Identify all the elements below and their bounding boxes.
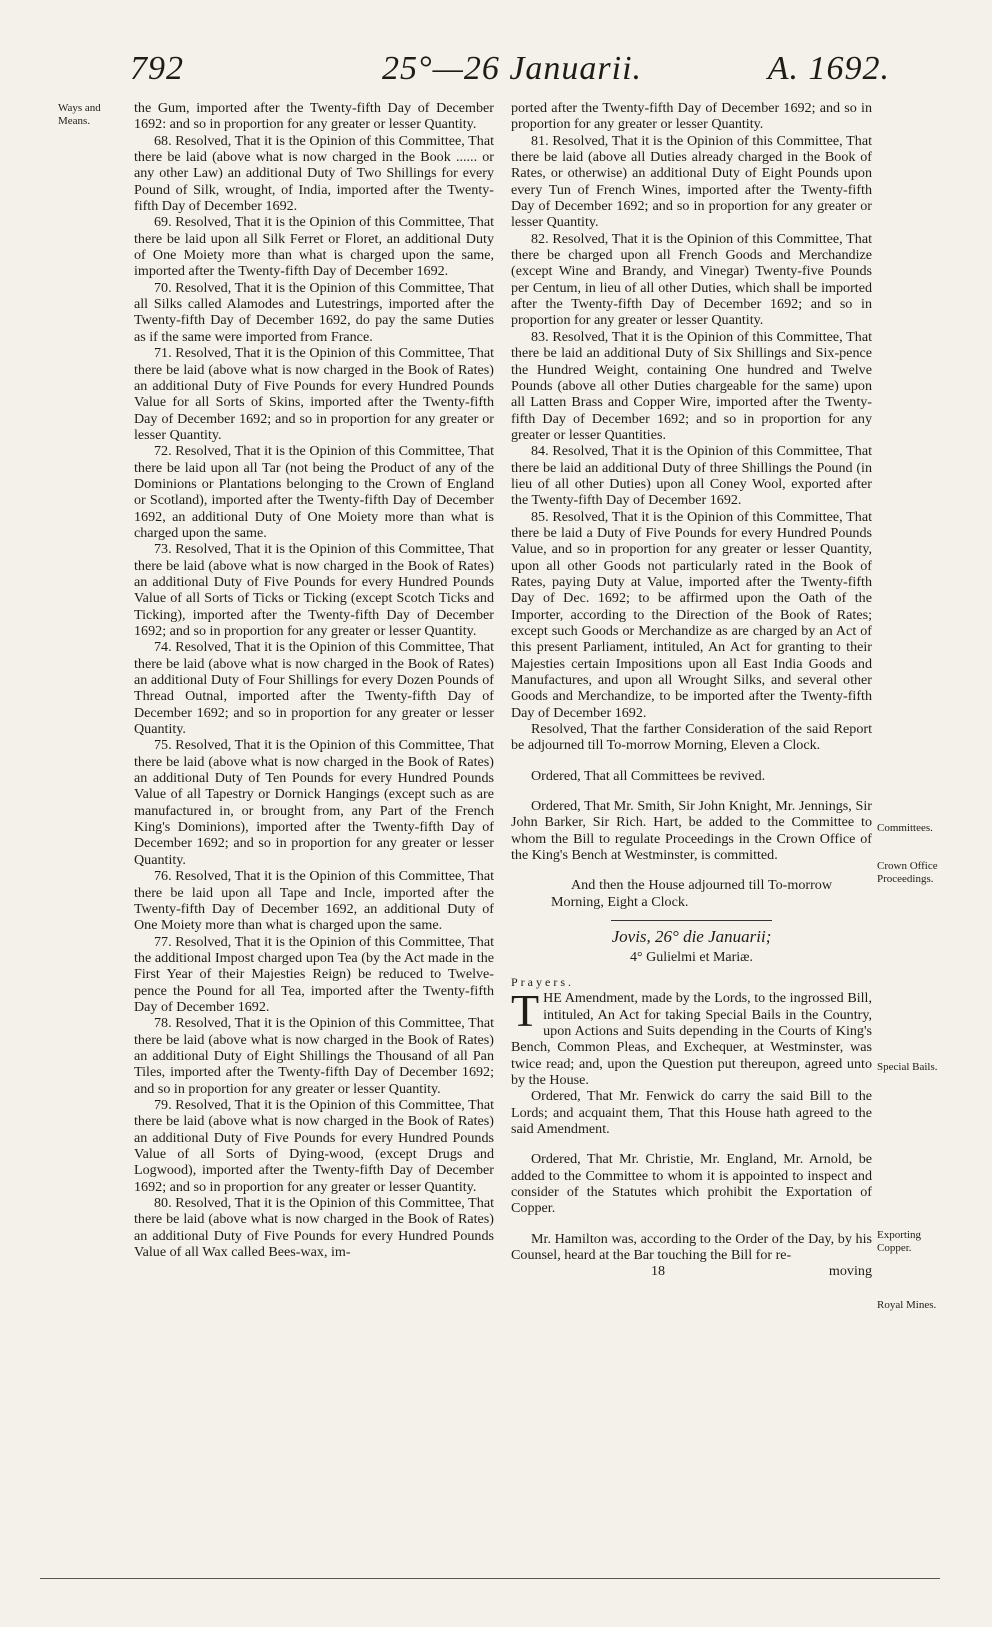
- resolution-69: 69. Resolved, That it is the Opinion of this Committee, That there be laid upon all Silk Ferret or Floret, an additional Duty of One Moiety more than what is charged upon the same, imported after the Twenty-fifth Day of December 1692.: [134, 214, 494, 280]
- paragraph: ported after the Twenty-fifth Day of December 1692; and so in proportion for any greater or lesser Quantity.: [511, 100, 872, 133]
- page-date: 25°—26 Januarii.: [382, 50, 643, 87]
- committees-order: Ordered, That all Committees be revived.: [531, 767, 766, 784]
- left-column: [134, 100, 494, 1260]
- crown-office-order: Ordered, That Mr. Smith, Sir John Knight, Mr. Jennings, Sir John Barker, Sir Rich. Hart, be added to the Committee to whom the Bill to regulate Proceedings in the Crown Office of the King's Bench at Westminster, is committed.: [511, 798, 872, 864]
- page-header: [130, 50, 890, 100]
- resolution-73: 73. Resolved, That it is the Opinion of this Committee, That there be laid (above what is now charged in the Book of Rates) an additional Duty of Five Pounds for every Hundred Pounds Value of all Sorts of Ticks or Ticking (except Scotch Ticks and Ticking), imported after the Twenty-fifth Day of December 1692; and so in proportion for any greater or lesser Quantity.: [134, 541, 494, 639]
- drop-cap: T: [511, 985, 540, 1037]
- resolution-76: 76. Resolved, That it is the Opinion of this Committee, That there be laid upon all Tape and Incle, imported after the Twenty-fifth Day of December 1692, an additional Duty of One Moiety more than what is charged upon the same.: [134, 868, 494, 934]
- resolution-77: 77. Resolved, That it is the Opinion of this Committee, That the additional Impost charged upon Tea (by the Act made in the First Year of their Majesties Reign) be reduced to Twelve-pence the Pound for all Tea, imported after the Twenty-fifth Day of December 1692.: [134, 933, 494, 1015]
- page-footer: [511, 1263, 872, 1280]
- section-divider: [611, 920, 772, 921]
- margin-note-committees: Committees.: [877, 822, 933, 834]
- day-heading: Jovis, 26° die Januarii;: [611, 927, 772, 947]
- resolution-84: 84. Resolved, That it is the Opinion of this Committee, That there be laid an additional Duty of three Shillings the Pound (in lieu of all other Duties) upon all Coney Wool, exported after the Twenty-fifth Day of December 1692.: [511, 443, 872, 509]
- margin-note-royal-mines: Royal Mines.: [877, 1299, 937, 1311]
- paragraph: the Gum, imported after the Twenty-fifth Day of December 1692: and so in proportion for any greater or lesser Quantity.: [134, 100, 494, 133]
- resolution-68: 68. Resolved, That it is the Opinion of this Committee, That there be laid (above what is now charged in the Book ...... or any other Law) an additional Duty of Two Shillings for every Pound of Silk, wrought, of India, imported after the Twenty-fifth Day of December 1692.: [134, 132, 494, 215]
- resolution-79: 79. Resolved, That it is the Opinion of this Committee, That there be laid (above what is now charged in the Book of Rates) an additional Duty of Five Pounds for every Hundred Pounds Value of all Sorts of Dying-wood, (except Drugs and Logwood), imported after the Twenty-fifth Day of December 1692; and so in proportion for any greater or lesser Quantity.: [134, 1096, 494, 1195]
- margin-note-exporting-copper: Exporting Copper.: [877, 1229, 921, 1254]
- resolution-83: 83. Resolved, That it is the Opinion of this Committee, That there be laid an additional Duty of Six Shillings and Six-pence the Hundred Weight, containing One hundred and Twelve Pounds (above all other Duties chargeable for the same) upon all Latten Brass and Copper Wire, imported after the Twenty-fifth Day of December 1692; and so in proportion for any greater or lesser Quantities.: [511, 328, 872, 443]
- resolution-70: 70. Resolved, That it is the Opinion of this Committee, That all Silks called Alamodes and Lutestrings, imported after the Twenty-fifth Day of December 1692, do pay the same Duties as if the same were imported from France.: [134, 279, 494, 345]
- right-column: [511, 100, 872, 1280]
- resolution-81: 81. Resolved, That it is the Opinion of this Committee, That there be laid (above all Duties already charged in the Book of Rates, or otherwise) an additional Duty of Eight Pounds upon every Tun of French Wines, imported after the Twenty-fifth Day of December 1692; and so in proportion for any greater or lesser Quantity.: [511, 132, 872, 231]
- bottom-rule: [40, 1578, 940, 1579]
- resolution-75: 75. Resolved, That it is the Opinion of this Committee, That there be laid (above what is now charged in the Book of Rates) an additional Duty of Ten Pounds for every Hundred Pounds Value of all Tapestry or Dornick Hangings (except such as are manufactured in, or brought from, any Part of the French King's Dominions), imported after the Twenty-fifth Day of December 1692; and so in proportion for any greater or lesser Quantity.: [134, 737, 494, 868]
- hamilton-paragraph: Mr. Hamilton was, according to the Order of the Day, by his Counsel, heard at the Bar touching the Bill for re-: [511, 1230, 872, 1263]
- prayers-heading: Prayers.: [511, 974, 574, 989]
- resolution-80: 80. Resolved, That it is the Opinion of this Committee, That there be laid (above what is now charged in the Book of Rates) an additional Duty of Five Pounds for every Hundred Pounds Value of all Wax called Bees-wax, im-: [134, 1195, 494, 1261]
- special-bails-paragraph: [511, 985, 872, 1088]
- margin-note-ways-and-means: Ways and Means.: [58, 102, 101, 127]
- resolution-72: 72. Resolved, That it is the Opinion of this Committee, That there be laid upon all Tar (not being the Product of any of the Dominions or Plantations belonging to the Crown of England or Scotland), imported after the Twenty-fifth Day of December 1692, an additional Duty of One Moiety more than what is charged upon the same.: [134, 443, 494, 541]
- catchword: moving: [828, 1263, 872, 1280]
- resolution-74: 74. Resolved, That it is the Opinion of this Committee, That there be laid (above what is now charged in the Book of Rates) an additional Duty of Four Shillings for every Dozen Pounds of Thread Outnal, imported after the Twenty-fifth Day of December 1692; and so in proportion for any greater or lesser Quantity.: [134, 639, 494, 738]
- resolution-71: 71. Resolved, That it is the Opinion of this Committee, That there be laid (above what is now charged in the Book of Rates) an additional Duty of Five Pounds for every Hundred Pounds Value for all Sorts of Skins, imported after the Twenty-fifth Day of December 1692; and so in proportion for any greater or lesser Quantity.: [134, 345, 494, 443]
- adjournment-resolution: Resolved, That the farther Consideration of the said Report be adjourned till To-morrow Morning, Eleven a Clock.: [511, 721, 872, 754]
- margin-note-crown-office: Crown Office Proceedings.: [877, 860, 938, 885]
- resolution-85: 85. Resolved, That it is the Opinion of this Committee, That there be laid a Duty of Five Pounds for every Hundred Pounds Value, and so in proportion for any greater or lesser Quantity, upon all other Goods not particularly rated in the Book of Rates, paying Duty at Value, imported after the Twenty-fifth Day of Dec. 1692; to be affirmed upon the Oath of the Importer, according to the Direction of the Book of Rates; except such Goods or Merchandize as are charged by an Act of this present Parliament, intituled, An Act for granting to their Majesties certain Impositions upon all East India Goods and Manufactures, and upon all Wrought Silks, and several other Goods and Merchandize, to be imported after the Twenty-fifth Day of December 1692.: [511, 508, 872, 721]
- resolution-78: 78. Resolved, That it is the Opinion of this Committee, That there be laid (above what is now charged in the Book of Rates) an additional Duty of Eight Shillings the Thousand of all Pan Tiles, imported after the Twenty-fifth Day of December 1692; and so in proportion for any greater or lesser Quantity.: [134, 1015, 494, 1097]
- page-number: 792: [130, 50, 184, 87]
- signature-mark: 18: [651, 1263, 666, 1280]
- fenwick-order: Ordered, That Mr. Fenwick do carry the said Bill to the Lords; and acquaint them, That this House hath agreed to the said Amendment.: [511, 1088, 872, 1137]
- regnal-year: 4° Gulielmi et Mariæ.: [629, 949, 754, 965]
- page-year: A. 1692.: [767, 50, 890, 87]
- resolution-82: 82. Resolved, That it is the Opinion of this Committee, That there be charged upon all French Goods and Merchandize (except Wine and Brandy, and Vinegar) Twenty-five Pounds per Centum, in lieu of all other Duties, which shall be imported after the Twenty-fifth Day of December 1692; and so in proportion for any greater or lesser Quantity.: [511, 230, 872, 329]
- special-bails-text: HE Amendment, made by the Lords, to the ingrossed Bill, intituled, An Act for taking Special Bails in the Country, upon Actions and Suits depending in the Courts of King's Bench, Common Pleas, and Exchequer, at Westminster, was twice read; and, upon the Question put thereupon, agreed unto by the House.: [511, 990, 872, 1088]
- copper-order: Ordered, That Mr. Christie, Mr. England, Mr. Arnold, be added to the Committee to whom it is appointed to inspect and consider of the Statutes which prohibit the Exportation of Copper.: [511, 1151, 872, 1217]
- margin-note-special-bails: Special Bails.: [877, 1061, 938, 1073]
- house-adjourned: And then the House adjourned till To-morrow Morning, Eight a Clock.: [551, 877, 832, 910]
